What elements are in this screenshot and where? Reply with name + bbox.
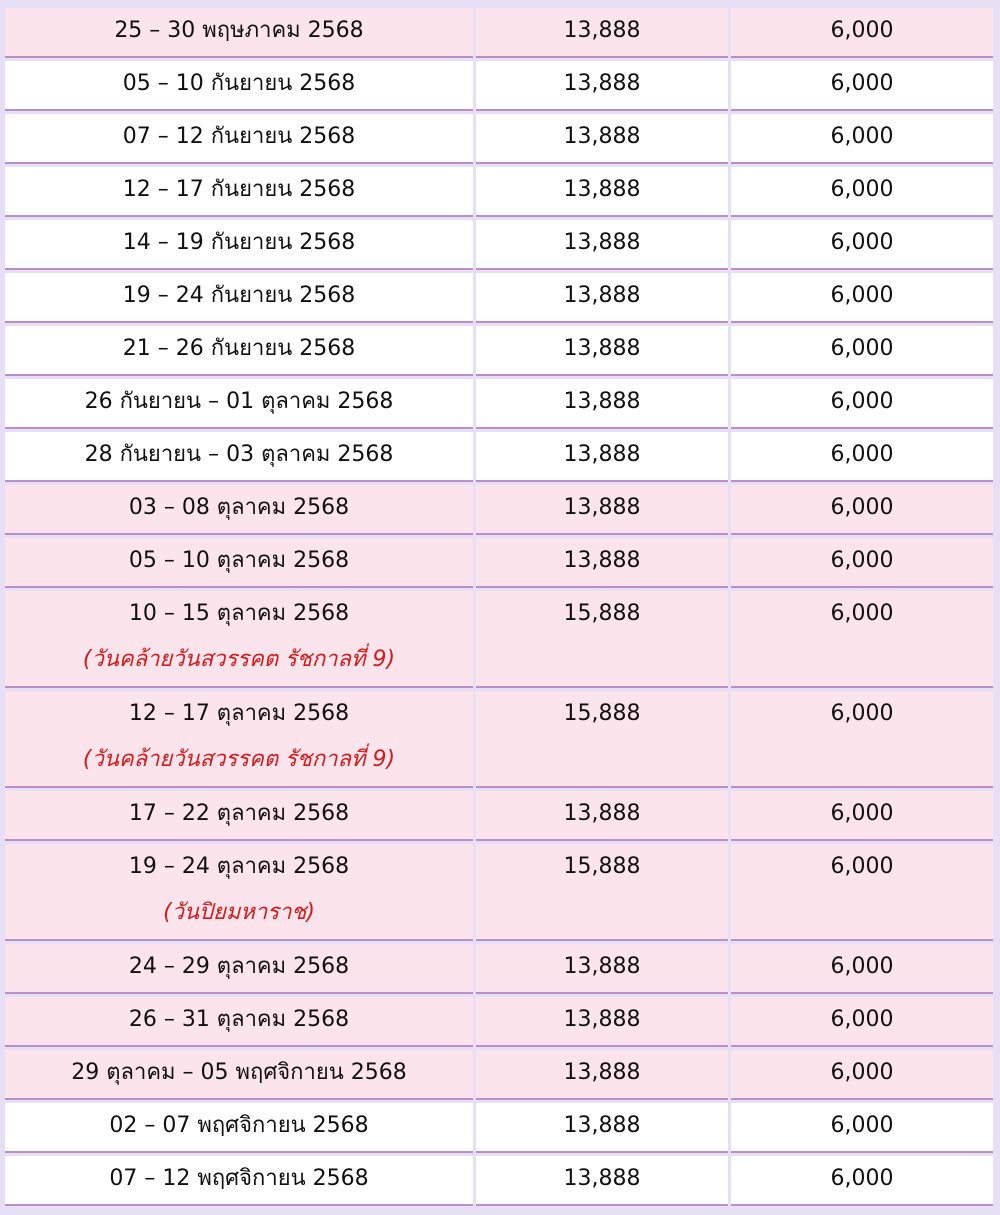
- holiday-note: (วันคล้ายวันสวรรคต รัชกาลที่ 9): [82, 747, 396, 772]
- table-row: [5, 1050, 993, 1100]
- table-row: [5, 944, 993, 994]
- price-cell: 13,888: [476, 944, 728, 994]
- date-cell: [5, 167, 473, 217]
- travel-dates: 12 – 17 ตุลาคม 2568: [128, 701, 350, 726]
- price-cell: 13,888: [476, 1103, 728, 1153]
- holiday-note: (วันคล้ายวันสวรรคต รัชกาลที่ 9): [82, 647, 396, 672]
- single-supplement-cell: 6,000: [731, 1103, 993, 1153]
- travel-dates: 03 – 08 ตุลาคม 2568: [128, 495, 350, 520]
- date-cell: [5, 691, 473, 788]
- table-row: [5, 485, 993, 535]
- single-supplement-cell: 6,000: [731, 691, 993, 788]
- single-supplement-cell: 6,000: [731, 220, 993, 270]
- date-cell: [5, 538, 473, 588]
- date-cell: [5, 114, 473, 164]
- table-row: [5, 8, 993, 58]
- date-cell: [5, 1156, 473, 1206]
- single-supplement-cell: 6,000: [731, 1156, 993, 1206]
- price-cell: 13,888: [476, 432, 728, 482]
- price-cell: 13,888: [476, 8, 728, 58]
- travel-dates: 02 – 07 พฤศจิกายน 2568: [109, 1113, 369, 1138]
- date-cell: [5, 944, 473, 994]
- date-cell: [5, 1103, 473, 1153]
- table-row: [5, 114, 993, 164]
- single-supplement-cell: 6,000: [731, 1050, 993, 1100]
- date-cell: [5, 379, 473, 429]
- single-supplement-cell: 6,000: [731, 379, 993, 429]
- travel-dates: 10 – 15 ตุลาคม 2568: [128, 601, 350, 626]
- price-schedule-table: [2, 5, 996, 1209]
- table-row: [5, 791, 993, 841]
- date-cell: [5, 8, 473, 58]
- single-supplement-cell: 6,000: [731, 432, 993, 482]
- travel-dates: 24 – 29 ตุลาคม 2568: [128, 954, 350, 979]
- single-supplement-cell: 6,000: [731, 485, 993, 535]
- travel-dates: 29 ตุลาคม – 05 พฤศจิกายน 2568: [71, 1060, 407, 1085]
- travel-dates: 26 กันยายน – 01 ตุลาคม 2568: [84, 389, 394, 414]
- single-supplement-cell: 6,000: [731, 944, 993, 994]
- date-cell: [5, 61, 473, 111]
- holiday-note: (วันปิยมหาราช): [163, 900, 315, 925]
- single-supplement-cell: 6,000: [731, 591, 993, 688]
- table-row: [5, 997, 993, 1047]
- single-supplement-cell: 6,000: [731, 8, 993, 58]
- single-supplement-cell: 6,000: [731, 538, 993, 588]
- date-cell: [5, 220, 473, 270]
- price-cell: 13,888: [476, 379, 728, 429]
- table-row: [5, 273, 993, 323]
- table-row: [5, 1103, 993, 1153]
- price-cell: 13,888: [476, 114, 728, 164]
- date-cell: [5, 844, 473, 941]
- table-row: [5, 844, 993, 941]
- table-row: [5, 61, 993, 111]
- price-cell: 13,888: [476, 791, 728, 841]
- date-cell: [5, 273, 473, 323]
- price-cell: 13,888: [476, 1050, 728, 1100]
- date-cell: [5, 1050, 473, 1100]
- travel-dates: 12 – 17 กันยายน 2568: [122, 177, 356, 202]
- date-cell: [5, 791, 473, 841]
- date-cell: [5, 485, 473, 535]
- single-supplement-cell: 6,000: [731, 167, 993, 217]
- travel-dates: 07 – 12 พฤศจิกายน 2568: [109, 1166, 369, 1191]
- table-row: [5, 591, 993, 688]
- single-supplement-cell: 6,000: [731, 326, 993, 376]
- price-cell: 13,888: [476, 220, 728, 270]
- price-cell: 15,888: [476, 844, 728, 941]
- price-cell: 13,888: [476, 61, 728, 111]
- travel-dates: 19 – 24 ตุลาคม 2568: [128, 854, 350, 879]
- price-cell: 15,888: [476, 691, 728, 788]
- table-row: [5, 326, 993, 376]
- date-cell: [5, 591, 473, 688]
- travel-dates: 07 – 12 กันยายน 2568: [122, 124, 356, 149]
- travel-dates: 05 – 10 กันยายน 2568: [122, 71, 356, 96]
- price-cell: 13,888: [476, 485, 728, 535]
- price-cell: 13,888: [476, 1156, 728, 1206]
- price-cell: 13,888: [476, 167, 728, 217]
- date-cell: [5, 326, 473, 376]
- travel-dates: 21 – 26 กันยายน 2568: [122, 336, 356, 361]
- table-row: [5, 167, 993, 217]
- table-row: [5, 538, 993, 588]
- table-row: [5, 691, 993, 788]
- price-cell: 13,888: [476, 273, 728, 323]
- table-row: [5, 1156, 993, 1206]
- table-row: [5, 432, 993, 482]
- single-supplement-cell: 6,000: [731, 997, 993, 1047]
- price-cell: 15,888: [476, 591, 728, 688]
- single-supplement-cell: 6,000: [731, 844, 993, 941]
- travel-dates: 17 – 22 ตุลาคม 2568: [128, 801, 350, 826]
- travel-dates: 14 – 19 กันยายน 2568: [122, 230, 356, 255]
- date-cell: [5, 432, 473, 482]
- single-supplement-cell: 6,000: [731, 61, 993, 111]
- table-row: [5, 379, 993, 429]
- price-cell: 13,888: [476, 538, 728, 588]
- date-cell: [5, 997, 473, 1047]
- travel-dates: 28 กันยายน – 03 ตุลาคม 2568: [84, 442, 394, 467]
- price-cell: 13,888: [476, 326, 728, 376]
- single-supplement-cell: 6,000: [731, 791, 993, 841]
- table-row: [5, 220, 993, 270]
- travel-dates: 19 – 24 กันยายน 2568: [122, 283, 356, 308]
- single-supplement-cell: 6,000: [731, 273, 993, 323]
- travel-dates: 25 – 30 พฤษภาคม 2568: [114, 18, 364, 43]
- schedule-table-body: [5, 8, 993, 1206]
- single-supplement-cell: 6,000: [731, 114, 993, 164]
- travel-dates: 26 – 31 ตุลาคม 2568: [128, 1007, 350, 1032]
- price-cell: 13,888: [476, 997, 728, 1047]
- travel-dates: 05 – 10 ตุลาคม 2568: [128, 548, 350, 573]
